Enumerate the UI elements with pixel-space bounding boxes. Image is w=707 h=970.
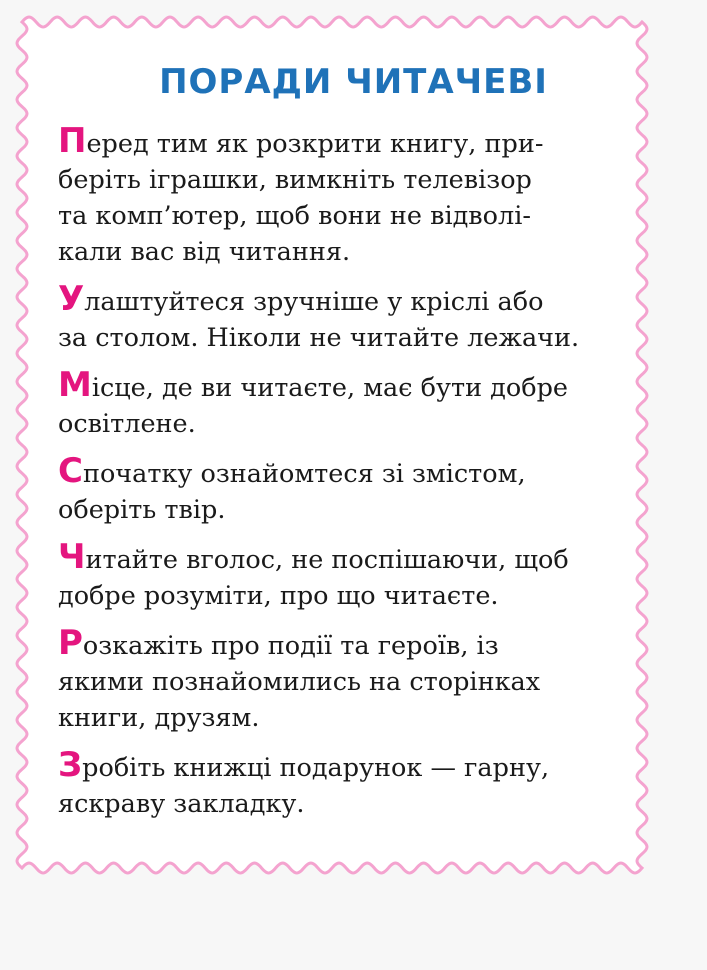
tip-initial-letter: З	[58, 745, 83, 785]
tip-text-line: початку ознайомтеся зі змістом,	[82, 459, 526, 489]
tip-text-line: кали вас від читання.	[58, 237, 351, 267]
tip-initial-letter: У	[58, 279, 85, 319]
tip-text-line: освітлене.	[58, 409, 196, 439]
tip-text-line: оберіть твір.	[58, 495, 226, 525]
tip-initial-letter: Ч	[58, 537, 86, 577]
tip-text-line: еред тим як розкрити книгу, при-	[86, 129, 544, 159]
tip-text-line: добре розуміти, про що читаєте.	[58, 581, 499, 611]
tip-initial-letter: С	[58, 451, 83, 491]
tip-item	[58, 279, 633, 356]
tip-text-line: итайте вголос, не поспішаючи, щоб	[85, 545, 569, 575]
tip-item	[58, 451, 633, 528]
tip-item	[58, 623, 633, 736]
tip-item	[58, 121, 633, 270]
tip-initial-letter: Р	[58, 623, 83, 663]
tip-text-line: яскраву закладку.	[58, 789, 305, 819]
tip-text-line: та комп’ютер, щоб вони не відволі-	[58, 201, 531, 231]
tip-text-line: озкажіть про події та героїв, із	[82, 631, 499, 661]
tip-item	[58, 537, 633, 614]
tip-item	[58, 745, 633, 822]
tip-initial-letter: П	[58, 121, 87, 161]
page-title: ПОРАДИ ЧИТАЧЕВІ	[159, 62, 548, 102]
tip-text-line: робіть книжці подарунок — гарну,	[82, 753, 550, 783]
tip-text-line: книги, друзям.	[58, 703, 260, 733]
tip-item	[58, 365, 633, 442]
tips-list	[58, 121, 633, 836]
tip-text-line: ісце, де ви читаєте, має бути добре	[91, 373, 569, 403]
tip-text-line: лаштуйтеся зручніше у кріслі або	[84, 287, 544, 317]
tip-text-line: беріть іграшки, вимкніть телевізор	[58, 165, 532, 195]
tip-initial-letter: М	[58, 365, 92, 405]
tip-text-line: за столом. Ніколи не читайте лежачи.	[58, 323, 580, 353]
tip-text-line: якими познайомились на сторінках	[58, 667, 541, 697]
